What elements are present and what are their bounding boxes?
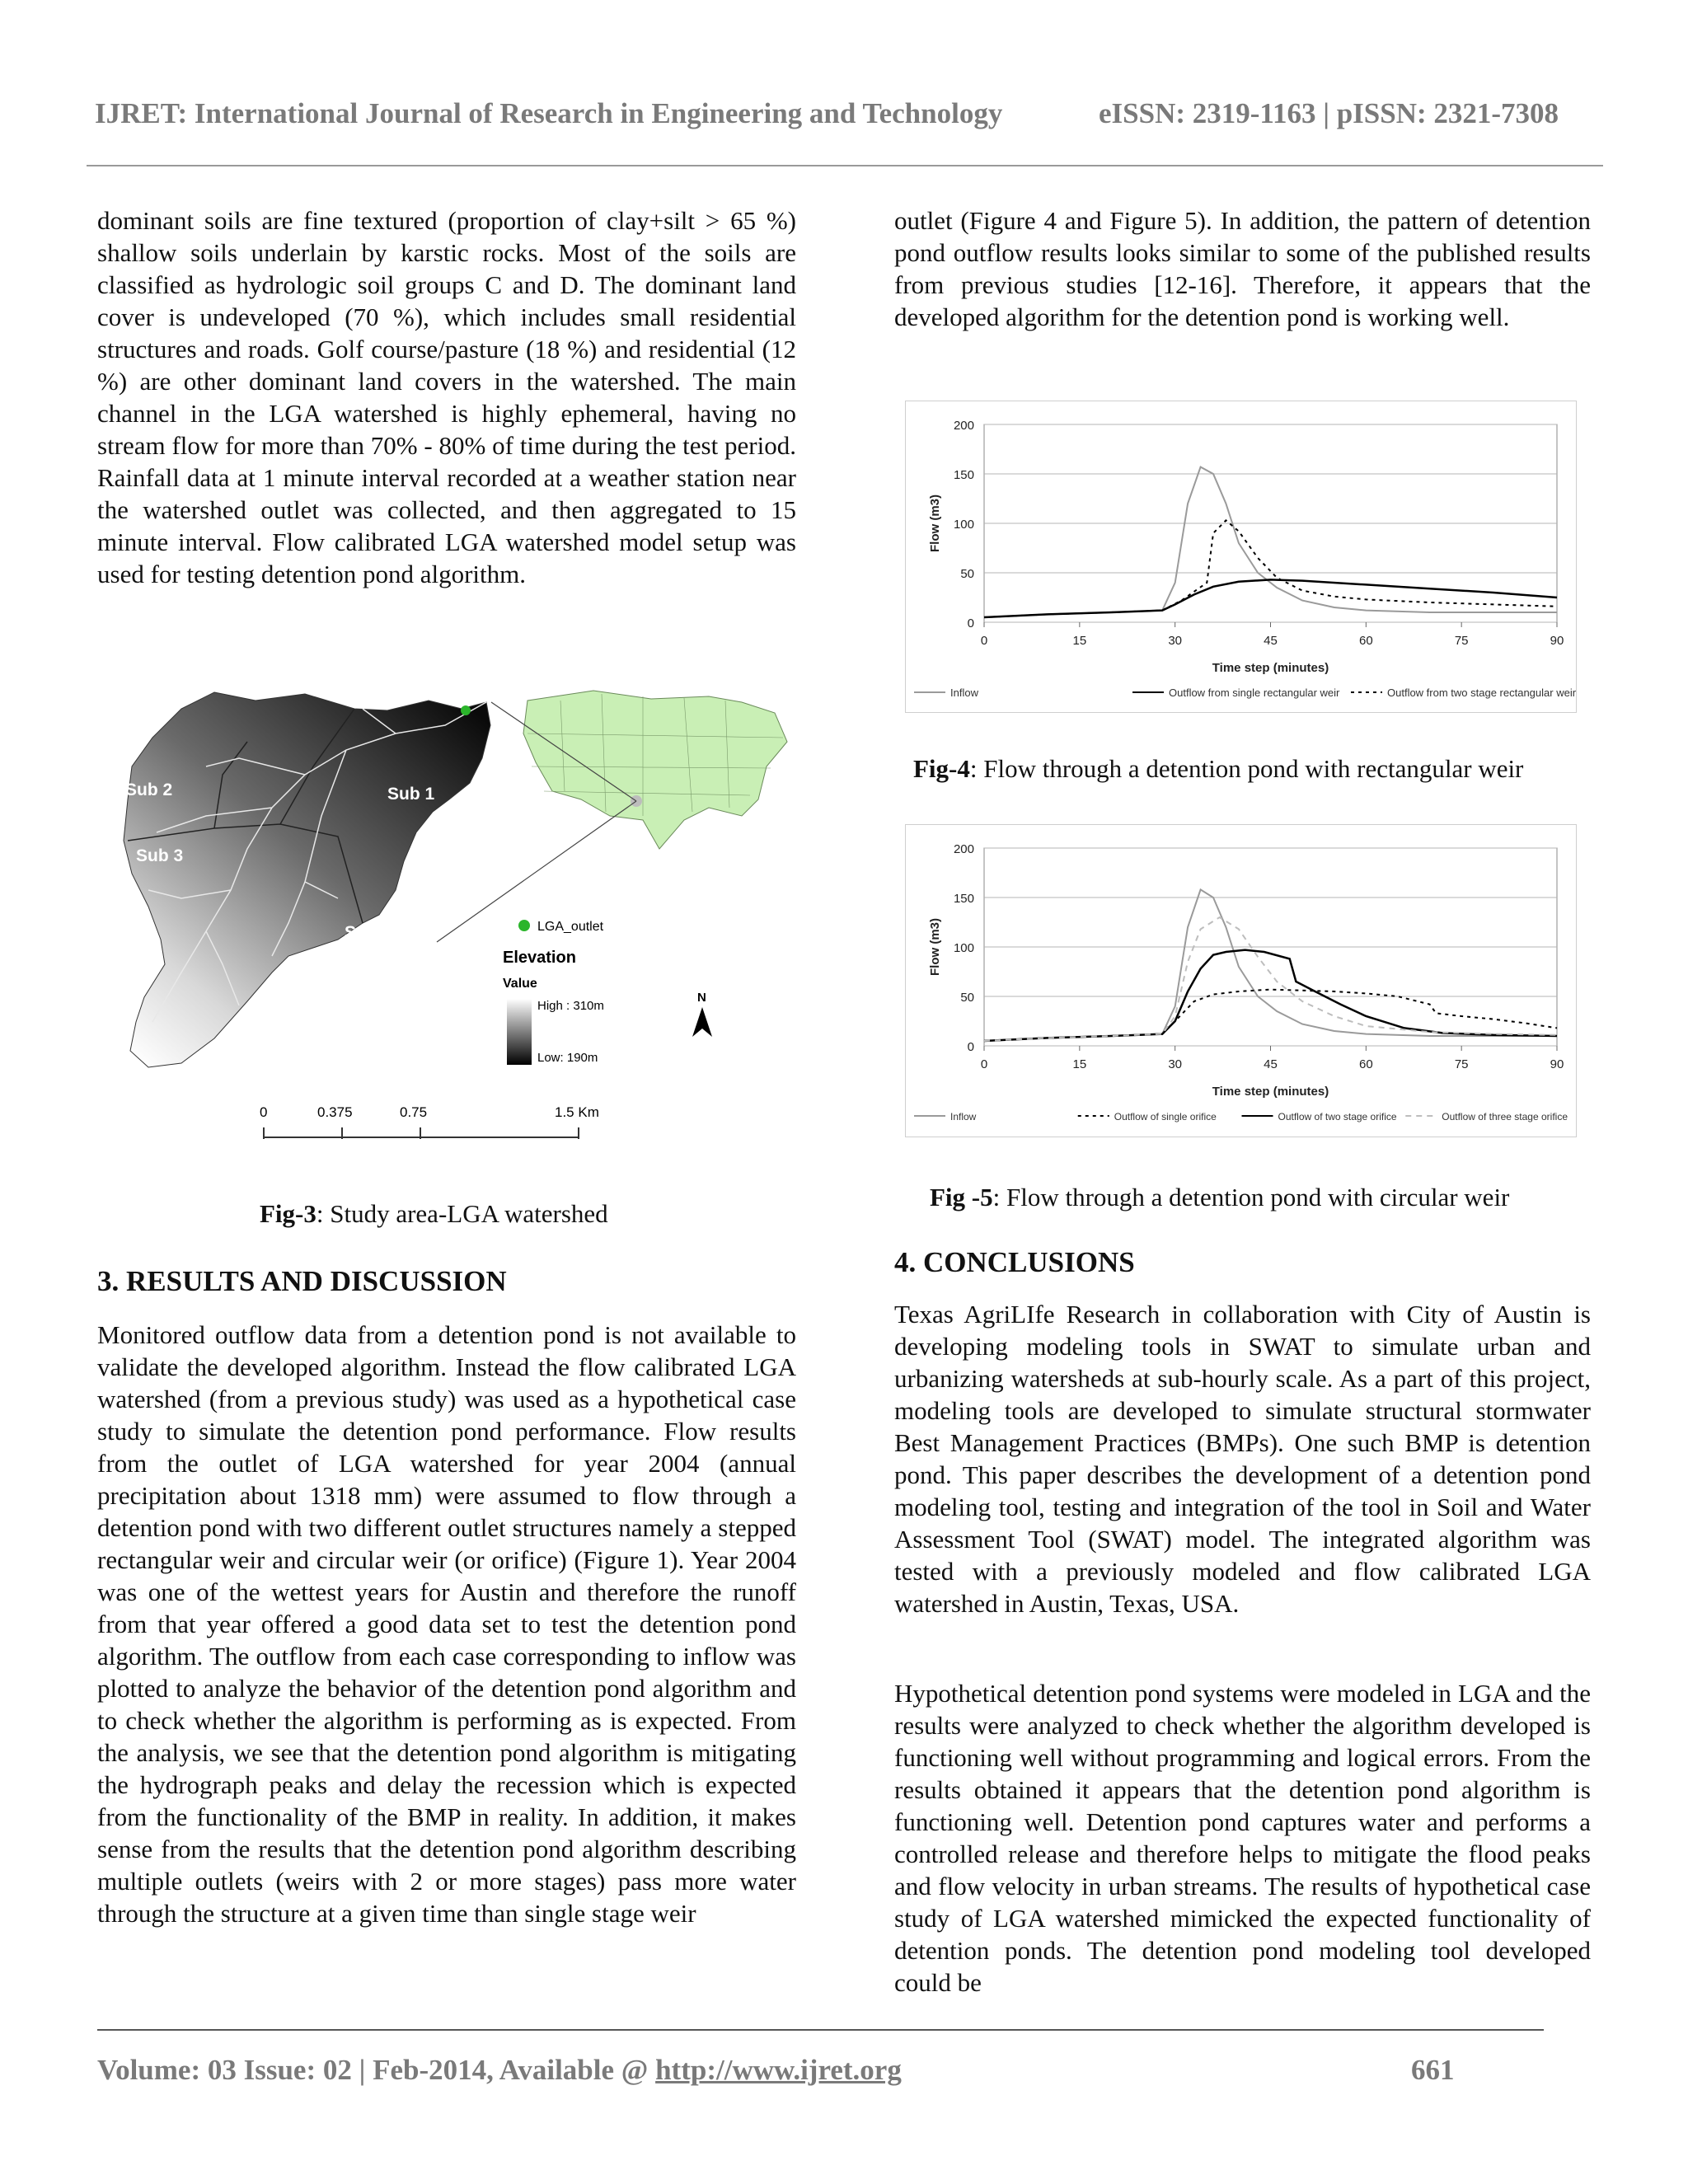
- sub-label-3: Sub 3: [136, 846, 184, 865]
- section4-heading: 4. CONCLUSIONS: [894, 1246, 1135, 1278]
- y-tick-label: 200: [953, 419, 974, 433]
- north-label: N: [697, 991, 706, 1005]
- fig5-text: : Flow through a detention pond with circular weir: [992, 1183, 1510, 1212]
- y-tick-label: 150: [953, 468, 974, 482]
- y-tick-label: 150: [953, 892, 974, 906]
- fig4-frame: [905, 401, 1577, 713]
- legend-label-2: Outflow of single orifice: [1114, 1111, 1217, 1122]
- footer-rule: [97, 2029, 1544, 2031]
- x-tick-label: 30: [1168, 1057, 1183, 1071]
- x-tick-label: 45: [1264, 1057, 1278, 1071]
- inset-connector-bottom: [437, 801, 636, 942]
- paragraph-outlet: outlet (Figure 4 and Figure 5). In addition, the pattern of detention pond outflow results looks similar to some of the published results from previous studies [12-16]. Therefore, it appears that the developed algorithm for the detention pond is working well.: [894, 206, 1591, 331]
- legend-low: Low: 190m: [537, 1051, 598, 1065]
- x-tick-label: 60: [1358, 1057, 1373, 1071]
- fig5-chart: [906, 825, 1576, 1137]
- fig4-text: : Flow through a detention pond with rectangular weir: [969, 754, 1524, 783]
- y-tick-label: 100: [953, 941, 974, 955]
- watershed-map: [115, 676, 808, 1154]
- legend-label-3: Outflow from two stage rectangular weir: [1387, 687, 1576, 699]
- fig3-text: : Study area-LGA watershed: [316, 1199, 608, 1228]
- running-header: [95, 97, 1587, 130]
- paragraph-conclusion-2: Hypothetical detention pond systems were modeled in LGA and the results were analyzed to check whether the algorithm developed is functioning well without programming and logical errors. From the results obtained it appears that the detention pond algorithm is functioning well. Detention pond captures water and performs a controlled release and therefore helps to mitigate the flood peaks and flow velocity in urban streams. The results of hypothetical case study of LGA watershed mimicked the expected functionality of detention ponds. The detention pond modeling tool developed could be: [894, 1679, 1591, 1997]
- paragraph-results: Monitored outflow data from a detention pond is not available to validate the developed algorithm. Instead the flow calibrated LGA watershed (from a previous study) was used as a hypothetical case study to simulate the detention pond performance. Flow results from the outlet of LGA watershed for year 2004 (annual precipitation about 1318 mm) were assumed to flow through a detention pond with two different outlet structures namely a stepped rectangular weir and circular weir (or orifice) (Figure 1). Year 2004 was one of the wettest years for Austin and therefore the runoff from that year offered a good data set to test the detention pond algorithm. The outflow from each case corresponding to inflow was plotted to analyze the behavior of the detention pond algorithm and to check whether the algorithm is performing as is expected. From the analysis, we see that the detention pond algorithm is mitigating the hydrograph peaks and delay the recession which is expected from the functionality of the BMP in reality. In addition, it makes sense from the results that the detention pond algorithm describing multiple outlets (weirs with 2 or more stages) pass more water through the structure at a given time than single stage weir: [97, 1320, 796, 1928]
- x-tick-label: 90: [1550, 634, 1564, 648]
- fig4-caption: [913, 754, 1523, 784]
- footer: [97, 2054, 902, 2087]
- right-column-top: [894, 204, 1591, 333]
- x-tick-label: 60: [1358, 634, 1373, 648]
- y-axis-label: Flow (m3): [928, 918, 942, 976]
- legend-high: High : 310m: [537, 999, 604, 1013]
- x-tick-label: 75: [1454, 634, 1469, 648]
- legend-label-1: Inflow: [950, 1111, 977, 1122]
- y-tick-label: 200: [953, 842, 974, 856]
- fig5-frame: [905, 824, 1577, 1137]
- paragraph-conclusion-1: Texas AgriLIfe Research in collaboration with City of Austin is developing modeling tools in SWAT to simulate urban and urbanizing watersheds at sub-hourly scale. As a part of this project, modeling tools are developed to simulate structural stormwater Best Management Practices (BMPs). One such BMP is detention pond. This paper describes the development of a detention pond modeling tool, testing and integration of the tool in Soil and Water Assessment Tool (SWAT) model. The integrated algorithm was tested with a previously modeled and flow calibrated LGA watershed in Austin, Texas, USA.: [894, 1300, 1591, 1618]
- fig5-caption: [930, 1183, 1509, 1212]
- scale-label-1: 0.375: [317, 1104, 353, 1120]
- outlet-point: [461, 705, 471, 715]
- right-column-conclusion-2: [894, 1677, 1591, 1999]
- sub-label-1: Sub 1: [387, 785, 435, 804]
- paragraph-study-area: dominant soils are fine textured (proportion of clay+silt > 65 %) shallow soils underlain by karstic rocks. Most of the soils are classified as hydrologic soil groups C and D. The dominant land cover is undeveloped (70 %), which includes small residential structures and roads. Golf course/pasture (18 %) and residential (12 %) are other dominant land covers in the watershed. The main channel in the LGA watershed is highly ephemeral, having no stream flow for more than 70% - 80% of time during the test period. Rainfall data at 1 minute interval recorded at a weather station near the watershed outlet was collected, and then aggregated to 15 minute interval. Flow calibrated LGA watershed model setup was used for testing detention pond algorithm.: [97, 206, 796, 588]
- journal-link[interactable]: http://www.ijret.org: [655, 2054, 902, 2086]
- x-axis-label: Time step (minutes): [1212, 1085, 1329, 1099]
- legend-outlet-dot: [518, 920, 530, 931]
- x-tick-label: 90: [1550, 1057, 1564, 1071]
- x-tick-label: 15: [1072, 1057, 1087, 1071]
- y-tick-label: 0: [967, 1040, 974, 1054]
- fig3-caption: [260, 1199, 608, 1229]
- x-tick-label: 15: [1072, 634, 1087, 648]
- header-rule: [87, 165, 1603, 166]
- fig4-chart: [906, 401, 1576, 712]
- x-tick-label: 75: [1454, 1057, 1469, 1071]
- x-tick-label: 45: [1264, 634, 1278, 648]
- scale-label-3: 1.5 Km: [555, 1104, 599, 1120]
- right-column-conclusion-1: [894, 1298, 1591, 1619]
- left-column-top: [97, 204, 796, 590]
- fig4-label: Fig-4: [913, 754, 970, 783]
- left-column-bottom: [97, 1319, 796, 1929]
- x-tick-label: 30: [1168, 634, 1183, 648]
- scale-label-2: 0.75: [400, 1104, 428, 1120]
- legend-label-2: Outflow from single rectangular weir: [1169, 687, 1340, 699]
- sub-label-2: Sub 2: [125, 780, 173, 799]
- y-tick-label: 100: [953, 518, 974, 532]
- us-inset-map: [523, 691, 787, 849]
- x-tick-label: 0: [980, 1057, 988, 1071]
- journal-title: IJRET: International Journal of Research in Engineering and Technology: [95, 97, 1003, 129]
- legend-elevation-ramp: [507, 999, 532, 1065]
- y-tick-label: 50: [960, 991, 974, 1005]
- legend-outlet-label: LGA_outlet: [537, 920, 604, 934]
- scale-label-0: 0: [260, 1104, 268, 1120]
- footer-volume: Volume: 03 Issue: 02 | Feb-2014, Available @: [97, 2054, 656, 2086]
- x-tick-label: 0: [980, 634, 988, 648]
- fig5-label: Fig -5: [930, 1183, 993, 1212]
- section3-heading: 3. RESULTS AND DISCUSSION: [97, 1265, 507, 1297]
- sub-label-4: Sub 4: [345, 923, 392, 942]
- y-tick-label: 50: [960, 567, 974, 581]
- legend-label-4: Outflow of three stage orifice: [1442, 1111, 1568, 1122]
- watershed-polygon: [124, 692, 490, 1067]
- legend-label-1: Inflow: [950, 687, 978, 699]
- issn: eISSN: 2319-1163 | pISSN: 2321-7308: [1099, 97, 1559, 129]
- legend-label-3: Outflow of two stage orifice: [1278, 1111, 1397, 1122]
- legend-elevation-title: Elevation: [503, 949, 576, 967]
- page-number: 661: [1411, 2054, 1455, 2086]
- fig3-label: Fig-3: [260, 1199, 316, 1228]
- y-axis-label: Flow (m3): [928, 494, 942, 552]
- legend-value-title: Value: [503, 977, 537, 991]
- north-arrow-icon: [692, 1007, 712, 1037]
- y-tick-label: 0: [967, 616, 974, 630]
- x-axis-label: Time step (minutes): [1212, 661, 1329, 675]
